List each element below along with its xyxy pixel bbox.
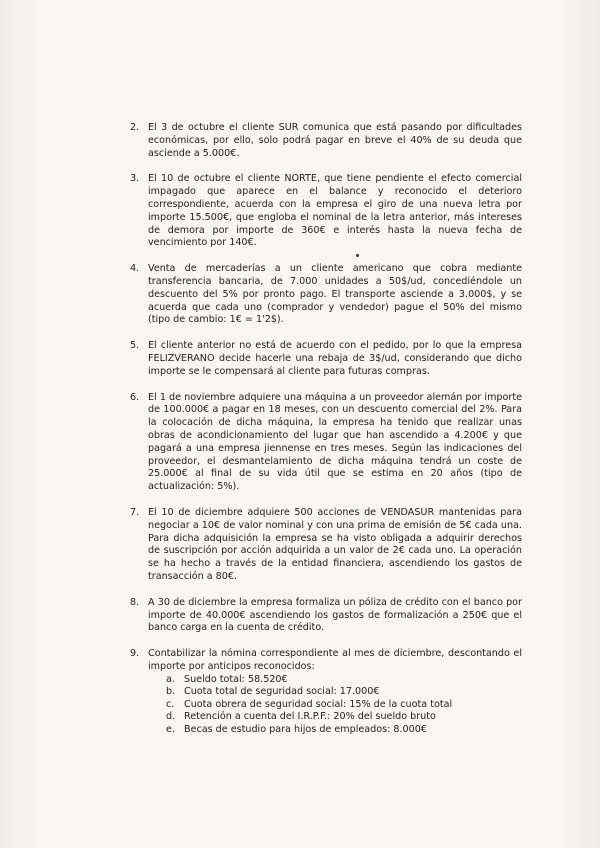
sublist-item (166, 699, 522, 712)
list-item (130, 648, 522, 737)
sublist-item (166, 686, 522, 699)
item-text: El 1 de noviembre adquiere una máquina a un proveedor alemán por importe de 100.000€ a pagar en 18 meses, con un descuento comercial del 2%. Para la colocación de dicha máquina, la empresa ha tenido que realizar unas obras de acondicionamiento del lugar que han ascendido a 4.200€ y que pagará a una empresa jiennense en tres meses. Según las indicaciones del proveedor, el desmantelamiento de dicha máquina tendrá un coste de 25.000€ al final de su vida útil que se estima en 20 años (tipo de actualización: 5%). (148, 391, 522, 493)
sublist-letter: d. (166, 711, 176, 723)
sublist-text: Retención a cuenta del I.R.P.F.: 20% del sueldo bruto (184, 711, 436, 723)
item-number: 3. (130, 173, 140, 185)
item-text: El 10 de diciembre adquiere 500 acciones de VENDASUR mantenidas para negociar a 10€ de valor nominal y con una prima de emisión de 5€ cada una. Para dicha adquisición la empresa se ha visto obligada a adquirir derechos de suscripción por acción adquirida a un valor de 2€ cada uno. La operación se ha hecho a través de la entidad financiera, ascendiendo los gastos de transacción a 80€. (148, 506, 522, 582)
sublist-text: Becas de estudio para hijos de empleados: 8.000€ (184, 724, 427, 736)
list-item (130, 263, 522, 327)
sublist-letter: a. (166, 673, 175, 685)
item-number: 5. (130, 340, 140, 352)
item-number: 6. (130, 391, 140, 403)
item-text: El 10 de octubre el cliente NORTE, que tiene pendiente el efecto comercial impagado que aparece en el balance y reconocido el deterioro correspondiente, acuerda con la empresa el giro de una nueva letra por importe 15.500€, que engloba el nominal de la letra anterior, más intereses de demora por importe de 360€ e interés hasta la nueva fecha de vencimiento por 140€. (148, 173, 522, 249)
sublist-letter: b. (166, 686, 176, 698)
list-item (130, 340, 522, 378)
item-number: 8. (130, 596, 140, 608)
item-text: Venta de mercaderías a un cliente americano que cobra mediante transferencia bancaria, de 7.000 unidades a 50$/ud, concediéndole un descuento del 5% por pronto pago. El transporte asciende a 3.000$, y se acuerda que cada uno (comprador y vendedor) pague el 50% del mismo (tipo de cambio: 1€ = 1'2$). (148, 263, 522, 326)
list-item (130, 392, 522, 494)
item-number: 4. (130, 263, 140, 275)
item-number: 9. (130, 648, 140, 660)
sublist-item (166, 711, 522, 724)
list-item (130, 173, 522, 250)
sublist-letter: c. (166, 698, 175, 710)
list-item (130, 507, 522, 584)
sublist-text: Cuota total de seguridad social: 17.000€ (184, 686, 380, 698)
sublist-item (166, 724, 522, 737)
item-text: El 3 de octubre el cliente SUR comunica que está pasando por dificultades económicas, por ello, solo podrá pagar en breve el 40% de su deuda que asciende a 5.000€. (148, 122, 522, 159)
payroll-sublist (166, 674, 522, 737)
exercise-list (130, 122, 522, 750)
item-text: El cliente anterior no está de acuerdo con el pedido, por lo que la empresa FELIZVERANO decide hacerle una rebaja de 3$/ud, considerando que dicho importe se le compensará al cliente para futuras compras. (148, 340, 522, 377)
sublist-letter: e. (166, 724, 175, 736)
item-number: 7. (130, 506, 140, 518)
sublist-text: Sueldo total: 58.520€ (184, 673, 288, 685)
sublist-text: Cuota obrera de seguridad social: 15% de la cuota total (184, 698, 453, 710)
list-item (130, 597, 522, 635)
item-number: 2. (130, 122, 140, 133)
item-text: Contabilizar la nómina correspondiente al mes de diciembre, descontando el importe por anticipos reconocidos: (148, 648, 522, 672)
sublist-item (166, 674, 522, 687)
item-text: A 30 de diciembre la empresa formaliza un póliza de crédito con el banco por importe de 40.000€ ascendiendo los gastos de formalización a 250€ que el banco carga en la cuenta de crédito. (148, 596, 522, 634)
list-item (130, 122, 522, 160)
